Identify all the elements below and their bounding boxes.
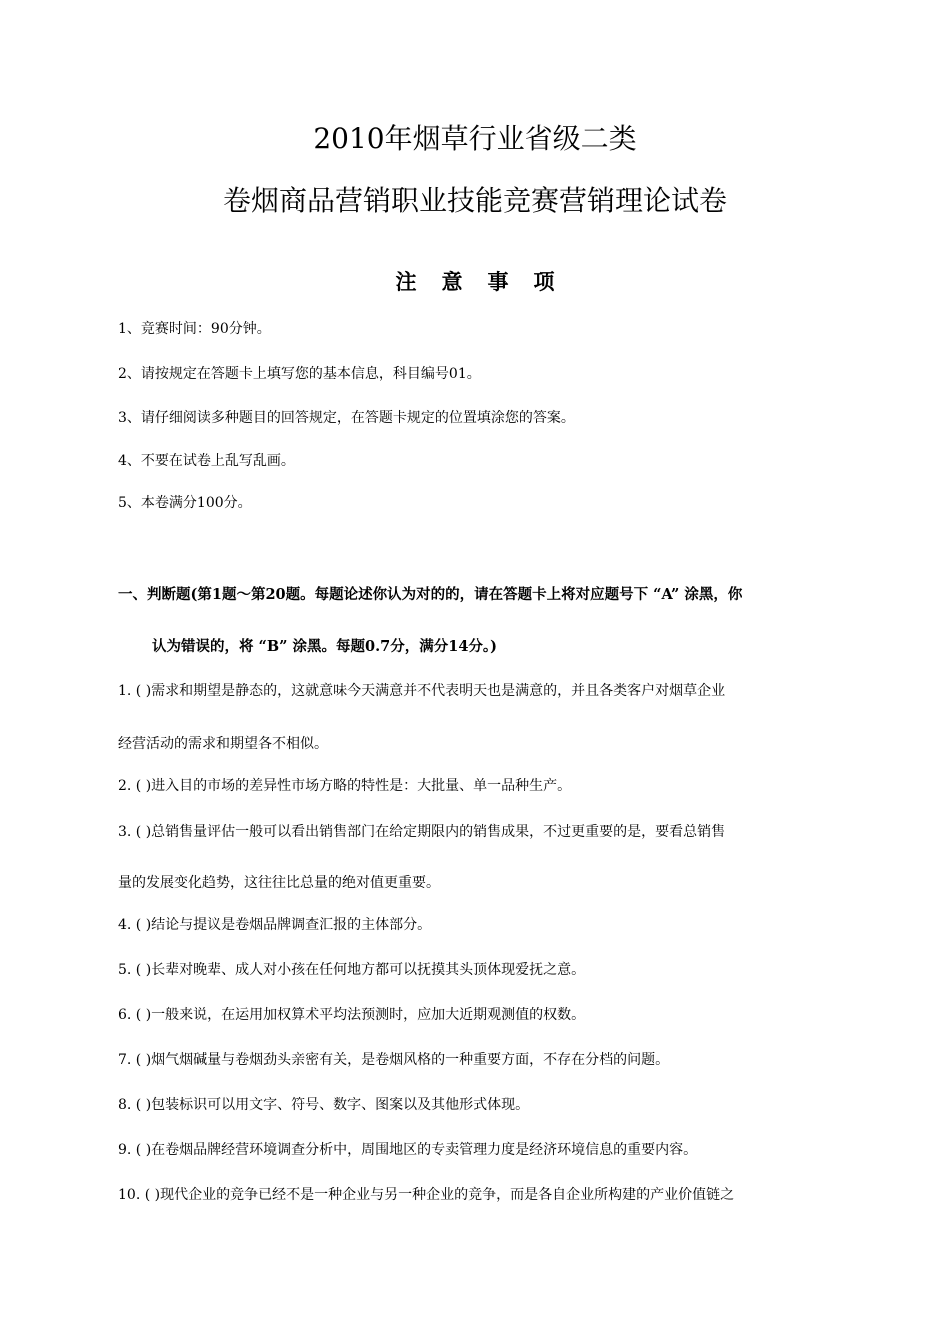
notice-item-5: 5、本卷满分100分。 xyxy=(118,495,252,511)
question-2: 2. ( )进入目的市场的差异性市场方略的特性是：大批量、单一品种生产。 xyxy=(118,778,572,794)
section1-heading-line2: 认为错误的，将 “B” 涂黑。每题0.7分，满分14分。) xyxy=(152,638,498,655)
document-title-line1: 2010年烟草行业省级二类 xyxy=(313,122,637,155)
notice-item-2: 2、请按规定在答题卡上填写您的基本信息，科目编号01。 xyxy=(118,366,481,382)
question-8: 8. ( )包装标识可以用文字、符号、数字、图案以及其他形式体现。 xyxy=(118,1097,530,1113)
question-7: 7. ( )烟气烟碱量与卷烟劲头亲密有关，是卷烟风格的一种重要方面，不存在分档的问题。 xyxy=(118,1052,670,1068)
question-4: 4. ( )结论与提议是卷烟品牌调查汇报的主体部分。 xyxy=(118,917,432,933)
document-title-line2: 卷烟商品营销职业技能竞赛营销理论试卷 xyxy=(222,184,727,217)
question-5: 5. ( )长辈对晚辈、成人对小孩在任何地方都可以抚摸其头顶体现爱抚之意。 xyxy=(118,962,586,978)
section1-heading-line1: 一、判断题(第1题～第20题。每题论述你认为对的的，请在答题卡上将对应题号下 “A” 涂黑，你 xyxy=(118,586,743,603)
notice-item-1: 1、竞赛时间：90分钟。 xyxy=(118,321,271,337)
question-10: 10. ( )现代企业的竞争已经不是一种企业与另一种企业的竞争，而是各自企业所构建的产业价值链之 xyxy=(118,1187,735,1203)
question-1-line2: 经营活动的需求和期望各不相似。 xyxy=(118,736,328,752)
question-9: 9. ( )在卷烟品牌经营环境调查分析中，周围地区的专卖管理力度是经济环境信息的重要内容。 xyxy=(118,1142,698,1158)
notice-item-3: 3、请仔细阅读多种题目的回答规定，在答题卡规定的位置填涂您的答案。 xyxy=(118,410,575,426)
notice-item-4: 4、不要在试卷上乱写乱画。 xyxy=(118,453,295,469)
question-3-line2: 量的发展变化趋势，这往往比总量的绝对值更重要。 xyxy=(118,875,440,891)
question-3-line1: 3. ( )总销售量评估一般可以看出销售部门在给定期限内的销售成果，不过更重要的是，要看总销售 xyxy=(118,824,726,840)
notice-heading: 注意事项 xyxy=(395,269,580,294)
question-1-line1: 1. ( )需求和期望是静态的，这就意味今天满意并不代表明天也是满意的，并且各类客户对烟草企业 xyxy=(118,683,726,699)
question-6: 6. ( )一般来说，在运用加权算术平均法预测时，应加大近期观测值的权数。 xyxy=(118,1007,586,1023)
